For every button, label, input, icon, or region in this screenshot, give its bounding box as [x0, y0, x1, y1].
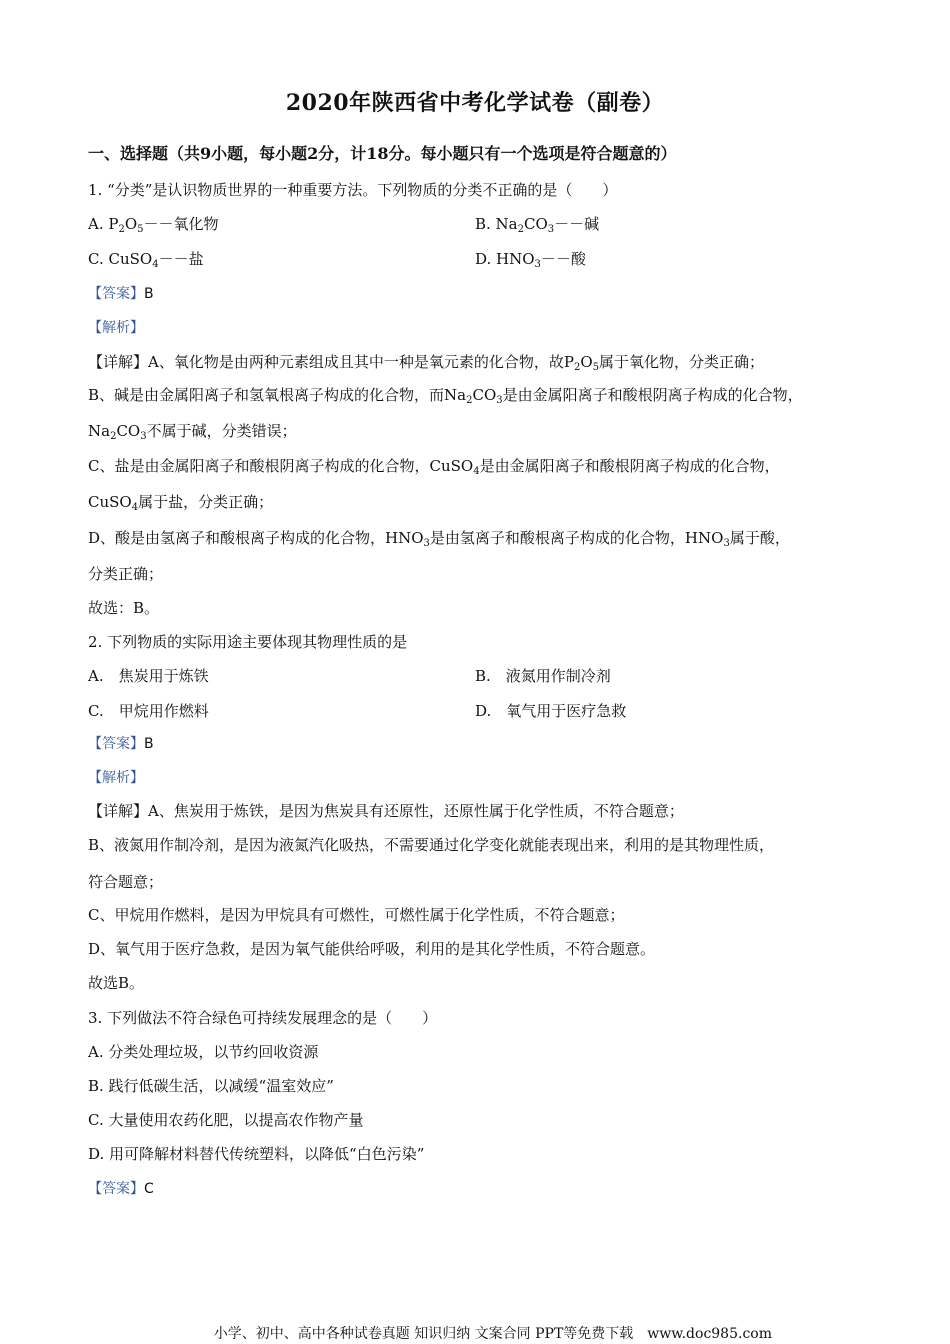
q1-answer: [88, 282, 154, 305]
q2-detail-a: 【详解】A、焦炭用于炼铁，是因为焦炭具有还原性，还原性属于化学性质，不符合题意；: [88, 802, 684, 820]
q1-option-c: C. CuSO$_4$－－盐: [88, 250, 204, 270]
q1-detail-b1: B、碱是由金属阳离子和氢氧根离子构成的化合物，而$Na_2CO_3$是由金属阳离子和酸根阴离子构成的化合物，: [88, 386, 803, 406]
answer-tag: 【答案】: [88, 1181, 144, 1197]
q1-option-a: A. $P_2O_5--$氧化物: [88, 215, 219, 235]
q2-stem: 2. 下列物质的实际用途主要体现其物理性质的是: [88, 633, 408, 651]
answer-value: B: [144, 286, 154, 302]
q2-answer: [88, 732, 154, 755]
answer-value: B: [144, 736, 154, 752]
answer-value: C: [144, 1181, 154, 1197]
q3-answer: [88, 1177, 154, 1200]
q2-option-b: B. 液氮用作制冷剂: [475, 667, 611, 685]
q2-detail-c: C、甲烷用作燃料，是因为甲烷具有可燃性，可燃性属于化学性质，不符合题意；: [88, 906, 625, 924]
page-footer: 小学、初中、高中各种试卷真题 知识归纳 文案合同 PPT等免费下载 www.doc985.com: [213, 1326, 772, 1342]
q3-option-d: D. 用可降解材料替代传统塑料，以降低“白色污染”: [88, 1145, 425, 1163]
q1-option-d: D. $HNO_3--$酸: [475, 250, 586, 270]
q1-detail-c1: C、盐是由金属阳离子和酸根阴离子构成的化合物，CuSO$_4$是由金属阳离子和酸根阴离子构成的化合物，: [88, 457, 780, 477]
q1-detail-b2: $Na_2CO_3$不属于碱，分类错误；: [88, 422, 297, 442]
answer-tag: 【答案】: [88, 736, 144, 752]
q2-detail-b1: B、液氮用作制冷剂，是因为液氮汽化吸热，不需要通过化学变化就能表现出来，利用的是其物理性质，: [88, 836, 775, 854]
q1-option-b: B. $Na_2CO_3--$碱: [475, 215, 600, 235]
q1-detail-d1: D、酸是由氢离子和酸根离子构成的化合物，$HNO_3$是由氢离子和酸根离子构成的化合物，$HNO_3$属于酸，: [88, 529, 790, 549]
q3-option-a: A. 分类处理垃圾，以节约回收资源: [88, 1043, 319, 1061]
q2-option-c: C. 甲烷用作燃料: [88, 702, 209, 720]
q1-detail-d2: 分类正确；: [88, 565, 164, 583]
q1-conclusion: 故选：B。: [88, 599, 160, 617]
detail-tag: 【详解】: [88, 353, 149, 371]
page-title: 2020年陕西省中考化学试卷（副卷）: [285, 90, 665, 116]
q1-detail-a: 【详解】A、氧化物是由两种元素组成且其中一种是氧元素的化合物，故$P_2O_5$属于氧化物，分类正确；: [88, 353, 765, 373]
q2-analysis: [88, 766, 144, 789]
q1-stem: 1. “分类”是认识物质世界的一种重要方法。下列物质的分类不正确的是（ ）: [88, 181, 618, 199]
q2-detail-d: D、氧气用于医疗急救，是因为氧气能供给呼吸，利用的是其化学性质，不符合题意。: [88, 940, 656, 958]
q3-stem: 3. 下列做法不符合绿色可持续发展理念的是（ ）: [88, 1009, 438, 1027]
q3-option-c: C. 大量使用农药化肥，以提高农作物产量: [88, 1111, 364, 1129]
q2-option-d: D. 氧气用于医疗急救: [475, 702, 627, 720]
detail-tag: 【详解】: [88, 802, 149, 820]
section-heading: 一、选择题（共9小题，每小题2分，计18分。每小题只有一个选项是符合题意的）: [88, 144, 677, 163]
q2-conclusion: 故选B。: [88, 974, 145, 992]
q1-analysis: [88, 316, 144, 339]
q1-detail-c2: CuSO$_4$属于盐，分类正确；: [88, 493, 274, 513]
q2-option-a: A. 焦炭用于炼铁: [88, 667, 209, 685]
answer-tag: 【答案】: [88, 286, 144, 302]
q3-option-b: B. 践行低碳生活，以减缓“温室效应”: [88, 1077, 334, 1095]
q2-detail-b2: 符合题意；: [88, 873, 164, 891]
analysis-tag: 【解析】: [88, 770, 144, 786]
analysis-tag: 【解析】: [88, 320, 144, 336]
